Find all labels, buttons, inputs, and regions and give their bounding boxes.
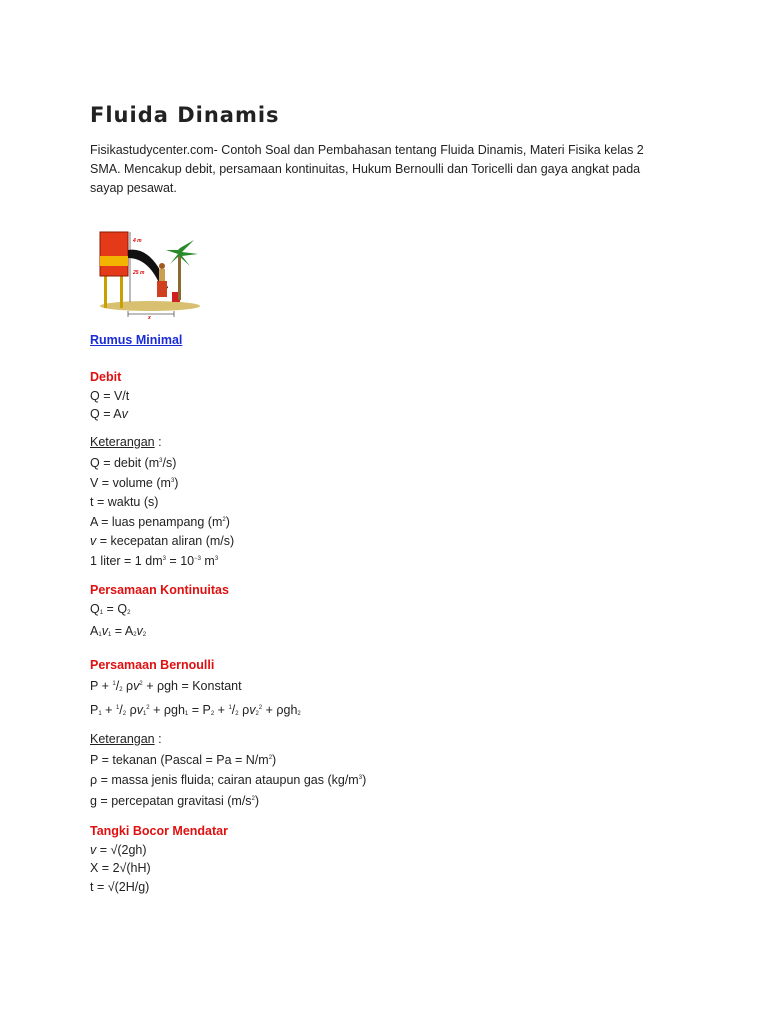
ket1-l2b: ) <box>174 476 179 490</box>
ket1-l1a: Q = debit (m <box>90 455 160 470</box>
keterangan-colon-2: : <box>154 732 162 746</box>
b2-eq: = <box>188 703 203 717</box>
keterangan-colon-1: : <box>154 435 162 449</box>
b1-v: v <box>133 678 140 693</box>
b2-p2-sub: 2 <box>210 711 215 717</box>
b2-h1-slash: / <box>119 703 123 717</box>
debit-formula-2 <box>90 405 129 424</box>
k-a2-sub: 2 <box>133 632 137 638</box>
ket1-l6b: = 10 <box>165 554 195 568</box>
leaking-tank-illustration <box>98 226 202 324</box>
b1-sup: 2 <box>139 680 143 687</box>
k-q2-sub: 2 <box>127 609 131 616</box>
b2-h2-slash: / <box>231 703 236 717</box>
ket2-l1b: ) <box>272 752 277 767</box>
ket1-l4a: A = luas penampang (m <box>90 515 223 529</box>
b2-v1-sub: 1 <box>142 711 147 717</box>
b2-h2-n: 1 <box>228 705 232 711</box>
ket1-l6sup2: −3 <box>194 556 201 562</box>
kontinuitas-heading: Persamaan Kontinuitas <box>90 583 229 597</box>
bernoulli-formula-2 <box>90 699 301 724</box>
b2-h1-d: 2 <box>122 711 127 717</box>
tangki-heading: Tangki Bocor Mendatar <box>90 824 228 838</box>
b2-plus1: + <box>101 703 116 717</box>
k-v1: v <box>101 624 108 638</box>
k-a2: A <box>124 624 134 638</box>
b1-half-d: 2 <box>119 686 123 693</box>
b2-h2-sub: 2 <box>297 711 301 717</box>
b2-rho1: ρ <box>126 703 137 717</box>
ket1-line-1 <box>90 452 234 473</box>
b2-h1-n: 1 <box>115 705 120 711</box>
tangki-section <box>90 822 228 896</box>
ket1-l6sup3: 3 <box>214 556 219 562</box>
ket1-line-2 <box>90 472 234 493</box>
bernoulli-heading: Persamaan Bernoulli <box>90 658 215 672</box>
ket1-line-6 <box>90 550 234 571</box>
rumus-link-block <box>90 331 182 350</box>
ket1-l4sup: 2 <box>222 517 226 523</box>
ket1-l5: = kecepatan aliran (m/s) <box>96 533 235 548</box>
intro-paragraph: Fisikastudycenter.com- Contoh Soal dan Pembahasan tentang Fluida Dinamis, Materi Fisika kelas 2 SMA. Mencakup debit, persamaan kontinuitas, Hukum Bernoulli dan Toricelli dan gaya angkat pada sayap pesawat. <box>90 143 644 195</box>
tangki-formula-2: X = 2√(hH) <box>90 861 151 875</box>
b2-h2-d: 2 <box>235 711 239 717</box>
ket1-l6sup1: 3 <box>162 556 166 562</box>
ket2-l3sup: 2 <box>251 795 255 802</box>
ket1-l2a: V = volume (m <box>90 476 171 490</box>
kontinuitas-section <box>90 581 229 645</box>
debit-formula-1: Q = V/t <box>90 388 130 403</box>
debit-formula-2-text: Q = A <box>90 407 122 421</box>
ket1-l5v: v <box>90 533 97 548</box>
ket2-l1sup: 2 <box>268 754 273 761</box>
k-v2-sub: 2 <box>142 632 147 638</box>
ket2-l3b: ) <box>254 793 260 808</box>
k-q2: Q <box>117 601 128 616</box>
b2-v2-sq: 2 <box>258 705 263 711</box>
k-v1-sub: 1 <box>107 632 112 638</box>
tangki-formula-3: t = √(2H/g) <box>90 879 150 894</box>
b2-p1: P <box>90 703 99 717</box>
b2-v2-sub: 2 <box>255 711 259 717</box>
b2-rho2: ρ <box>238 703 250 717</box>
b1-c: + ρgh = Konstant <box>142 678 242 693</box>
label-25m: 25 m <box>133 270 145 276</box>
bernoulli-section <box>90 656 301 724</box>
b2-p2: P <box>202 703 211 717</box>
k-eq1: = <box>103 601 118 616</box>
ket2-l3a: g = percepatan gravitasi (m/s <box>90 793 252 808</box>
tangki-l1v: v <box>90 842 97 857</box>
tangki-formula-1 <box>90 841 228 860</box>
debit-section <box>90 368 129 424</box>
ket2-l2sup: 3 <box>358 775 363 781</box>
ket1-line-4 <box>90 511 234 532</box>
ket2-line-3 <box>90 790 366 811</box>
ket1-line-3: t = waktu (s) <box>90 494 159 509</box>
ket1-line-5 <box>90 532 234 551</box>
b1-half-slash: / <box>115 678 120 693</box>
b2-rhogh1: + ρgh <box>149 703 185 717</box>
page-title: Fluida Dinamis <box>90 103 280 127</box>
ket2-l1a: P = tekanan (Pascal = Pa = N/m <box>90 752 269 767</box>
debit-heading: Debit <box>90 370 122 384</box>
ket1-l2sup: 3 <box>170 478 175 484</box>
kontinuitas-formula-1 <box>90 600 229 623</box>
k-eq2: = <box>111 624 125 638</box>
b2-h1-sub: 1 <box>184 711 189 717</box>
keterangan-debit-section <box>90 433 234 571</box>
b1-half-n: 1 <box>112 680 116 687</box>
keterangan-bernoulli-section <box>90 730 366 810</box>
tangki-l1: = √(2gh) <box>96 842 147 857</box>
b1-a: P + <box>90 678 113 693</box>
rumus-minimal-link[interactable]: Rumus Minimal <box>90 333 183 347</box>
bernoulli-formula-1 <box>90 675 301 700</box>
keterangan-heading-1 <box>90 433 234 452</box>
k-a1: A <box>90 624 99 638</box>
b2-rhogh2: + ρgh <box>262 703 298 717</box>
b2-v1: v <box>136 703 143 717</box>
ket2-line-1 <box>90 749 366 770</box>
b1-rho: ρ <box>122 678 134 693</box>
ket1-l1b: /s) <box>162 455 177 470</box>
ket2-l2b: ) <box>362 773 367 787</box>
kontinuitas-formula-2 <box>90 622 229 645</box>
k-v2: v <box>136 624 143 638</box>
ket1-l1sup: 3 <box>159 457 163 464</box>
k-q1: Q <box>90 601 100 616</box>
b2-plus2: + <box>214 703 229 717</box>
k-a1-sub: 1 <box>98 632 102 638</box>
keterangan-heading-2 <box>90 730 366 749</box>
b2-v1-sq: 2 <box>146 705 150 711</box>
keterangan-label-2: Keterangan <box>90 732 155 746</box>
k-q1-sub: 1 <box>99 609 104 616</box>
label-x: x <box>148 315 151 321</box>
ket2-l2a: ρ = massa jenis fluida; cairan ataupun gas (kg/m <box>90 773 359 787</box>
debit-formula-2-v: v <box>121 407 128 421</box>
ket1-l6c: m <box>200 554 215 568</box>
label-4m: 4 m <box>133 238 142 244</box>
tank-diagram-svg <box>98 226 202 324</box>
b2-v2: v <box>249 703 256 717</box>
b2-p1-sub: 1 <box>98 711 102 717</box>
ket1-l6a: 1 liter = 1 dm <box>90 554 163 568</box>
keterangan-label-1: Keterangan <box>90 435 155 449</box>
ket1-l4b: ) <box>225 515 230 529</box>
ket2-line-2 <box>90 769 366 790</box>
